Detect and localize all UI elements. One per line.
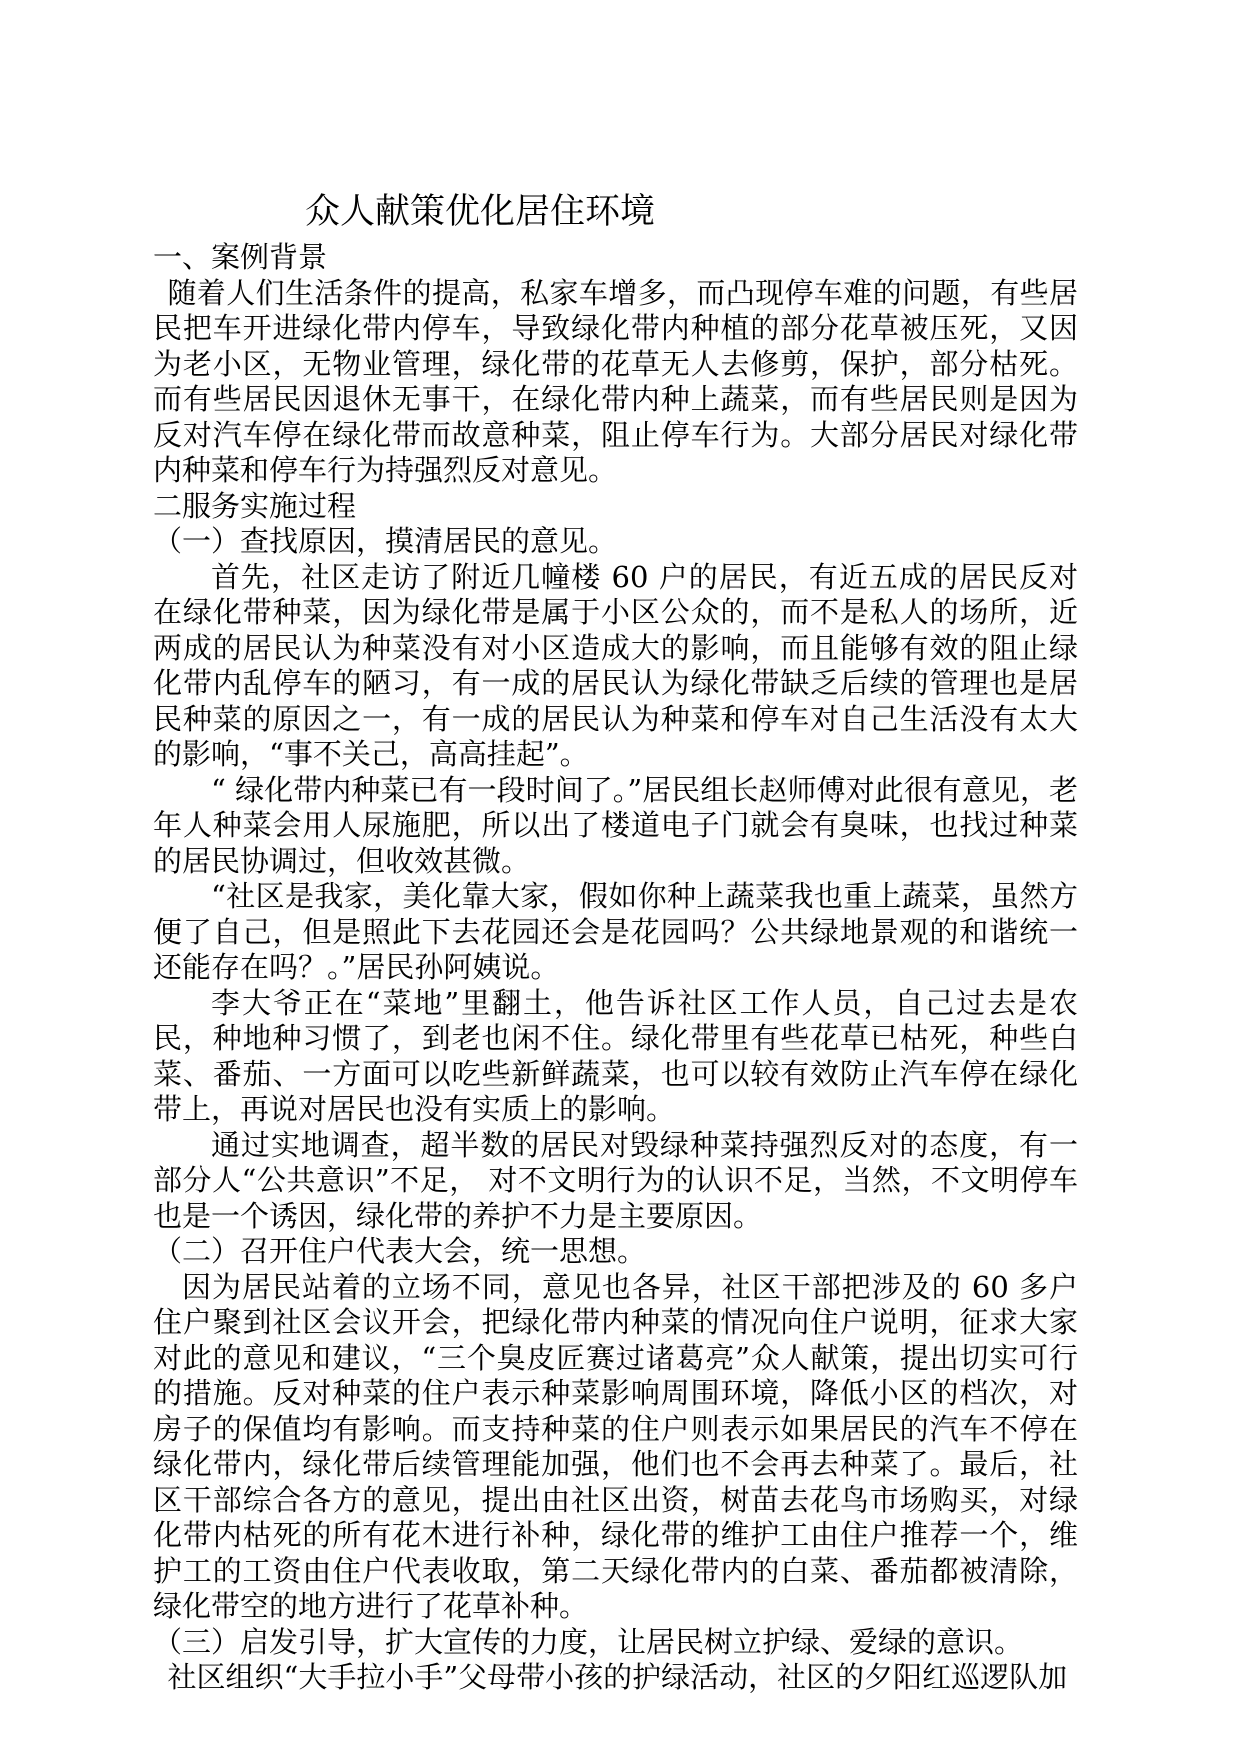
- document-title: 众人献策优化居住环境: [305, 192, 656, 232]
- paragraph-meeting: 因为居民站着的立场不同，意见也各异，社区干部把涉及的 60 多户住户聚到社区会议开会，把绿化带内种菜的情况向住户说明，征求大家对此的意见和建议，“三个臭皮匠赛过诸葛亮”众人献策，提出切实可行的措施。反对种菜的住户表示种菜影响周围环境，降低小区的档次，对房子的保值均有影响。而支持种菜的住户则表示如果居民的汽车不停在绿化带内，绿化带后续管理能加强，他们也不会再去种菜了。最后，社区干部综合各方的意见，提出由社区出资，树苗去花鸟市场购买，对绿化带内枯死的所有花木进行补种，绿化带的维护工由住户推荐一个，维护工的工资由住户代表收取，第二天绿化带内的白菜、番茄都被清除，绿化带空的地方进行了花草补种。: [153, 1269, 1078, 1623]
- subsection-heading-3: （三）启发引导，扩大宣传的力度，让居民树立护绿、爱绿的意识。: [153, 1624, 1024, 1659]
- paragraph-survey: 首先，社区走访了附近几幢楼 60 户的居民，有近五成的居民反对在绿化带种菜，因为绿化带是属于小区公众的，而不是私人的场所，近两成的居民认为种菜没有对小区造成大的影响，而且能够有效的阻止绿化带内乱停车的陋习，有一成的居民认为绿化带缺乏后续的管理也是居民种菜的原因之一，有一成的居民认为种菜和停车对自己生活没有太大的影响，“事不关己，高高挂起”。: [153, 559, 1078, 771]
- paragraph-background: 随着人们生活条件的提高，私家车增多，而凸现停车难的问题，有些居民把车开进绿化带内停车，导致绿化带内种植的部分花草被压死，又因为老小区，无物业管理，绿化带的花草无人去修剪，保护，部分枯死。而有些居民因退休无事干，在绿化带内种上蔬菜，而有些居民则是因为反对汽车停在绿化带而故意种菜，阻止停车行为。大部分居民对绿化带内种菜和停车行为持强烈反对意见。: [153, 275, 1078, 487]
- paragraph-li-story: 李大爷正在“菜地”里翻土，他告诉社区工作人员，自己过去是农民，种地种习惯了，到老也闲不住。绿化带里有些花草已枯死，种些白菜、番茄、一方面可以吃些新鲜蔬菜，也可以较有效防止汽车停在绿化带上，再说对居民也没有实质上的影响。: [153, 985, 1078, 1126]
- paragraph-survey-conclusion: 通过实地调查，超半数的居民对毁绿种菜持强烈反对的态度，有一部分人“公共意识”不足， 对不文明行为的认识不足，当然，不文明停车也是一个诱因，绿化带的养护不力是主要原因。: [153, 1127, 1078, 1233]
- subsection-heading-2: （二）召开住户代表大会，统一思想。: [153, 1234, 647, 1268]
- section-heading-background: 一、案例背景: [153, 240, 328, 274]
- paragraph-activity: 社区组织“大手拉小手”父母带小孩的护绿活动，社区的夕阳红巡逻队加: [167, 1660, 1068, 1694]
- paragraph-sun-quote: “社区是我家，美化靠大家，假如你种上蔬菜我也重上蔬菜，虽然方便了自己，但是照此下去花园还会是花园吗？公共绿地景观的和谐统一还能存在吗？。”居民孙阿姨说。: [153, 879, 1078, 984]
- paragraph-zhao-quote: “ 绿化带内种菜已有一段时间了。”居民组长赵师傅对此很有意见，老年人种菜会用人尿施肥，所以出了楼道电子门就会有臭味，也找过种菜的居民协调过，但收效甚微。: [153, 772, 1078, 878]
- subsection-heading-1: （一）查找原因，摸清居民的意见。: [153, 524, 618, 558]
- document-page: [153, 188, 1078, 1696]
- section-heading-process: 二服务实施过程: [153, 488, 357, 523]
